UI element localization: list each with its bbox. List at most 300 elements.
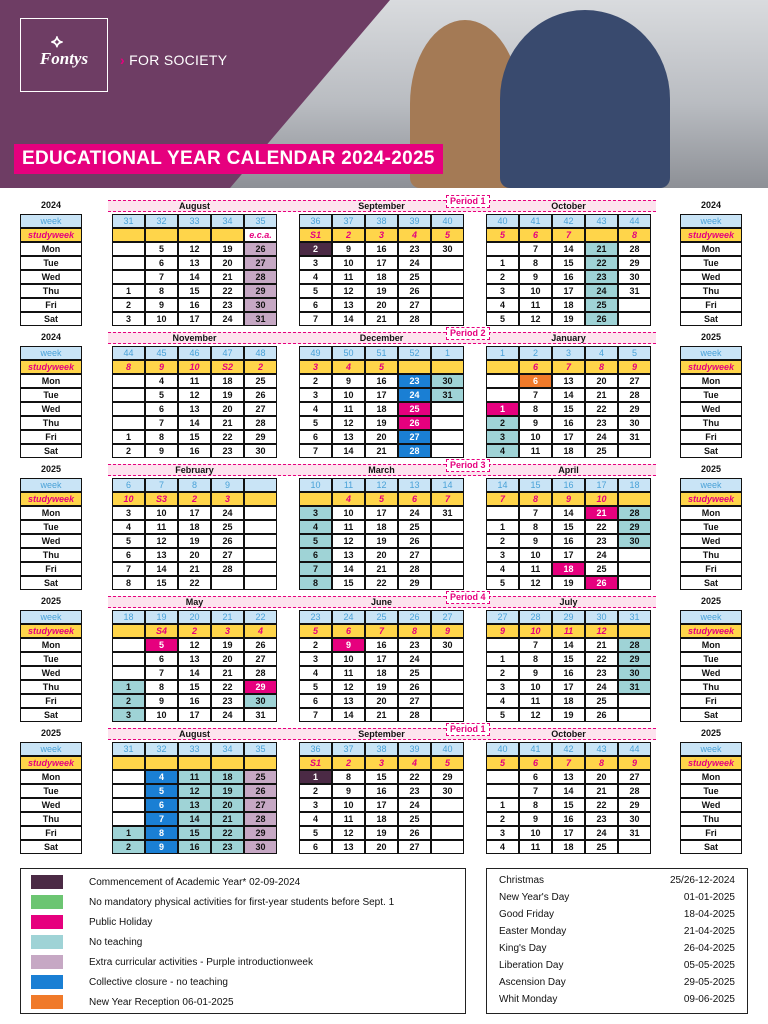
day-cell: 27 (398, 298, 431, 312)
day-cell: 16 (365, 242, 398, 256)
day-cell: 14 (332, 708, 365, 722)
day-cell: 6 (145, 256, 178, 270)
day-cell: 31 (244, 708, 277, 722)
week-number: 44 (112, 346, 145, 360)
week-number: 36 (299, 742, 332, 756)
day-cell: 27 (618, 770, 651, 784)
week-number: 45 (145, 346, 178, 360)
day-cell: 23 (585, 534, 618, 548)
day-cell: 10 (519, 680, 552, 694)
day-cell: 14 (552, 638, 585, 652)
studyweek-number (112, 756, 145, 770)
studyweek-number: 9 (618, 756, 651, 770)
day-cell (431, 576, 464, 590)
day-label: Sat (680, 708, 742, 722)
day-cell: 24 (398, 506, 431, 520)
week-number: 18 (618, 478, 651, 492)
studyweek-label: studyweek (20, 228, 82, 242)
day-cell (431, 562, 464, 576)
day-cell (618, 694, 651, 708)
day-label: Wed (20, 270, 82, 284)
month-label: August (179, 729, 210, 739)
day-cell: 19 (211, 242, 244, 256)
day-label: Sat (680, 840, 742, 854)
studyweek-number: 5 (299, 624, 332, 638)
day-cell: 29 (398, 576, 431, 590)
period-label: Period 4 (446, 591, 490, 604)
day-cell: 3 (486, 680, 519, 694)
day-cell: 1 (486, 652, 519, 666)
week-number: 38 (365, 214, 398, 228)
month-label: April (558, 465, 579, 475)
day-cell: 3 (299, 652, 332, 666)
studyweek-label: studyweek (680, 360, 742, 374)
holiday-row (499, 960, 735, 971)
legend-item (31, 955, 313, 969)
day-cell: 6 (145, 652, 178, 666)
studyweek-number: 6 (519, 228, 552, 242)
day-cell: 2 (299, 784, 332, 798)
day-cell (431, 840, 464, 854)
day-cell: 4 (486, 562, 519, 576)
holiday-list (486, 868, 748, 1014)
holiday-row (499, 909, 735, 920)
day-cell: 14 (332, 562, 365, 576)
day-cell: 30 (431, 242, 464, 256)
day-cell: 8 (519, 798, 552, 812)
studyweek-number: 7 (431, 492, 464, 506)
day-cell: 2 (112, 444, 145, 458)
day-cell: 19 (365, 284, 398, 298)
day-cell (244, 576, 277, 590)
day-cell: 15 (178, 680, 211, 694)
day-cell: 5 (299, 284, 332, 298)
week-label: week (20, 346, 82, 360)
day-cell: 7 (299, 562, 332, 576)
day-label: Tue (20, 256, 82, 270)
day-label: Thu (680, 812, 742, 826)
day-cell: 19 (178, 534, 211, 548)
day-cell: 12 (332, 534, 365, 548)
holiday-name: Easter Monday (499, 926, 567, 937)
day-cell: 19 (365, 534, 398, 548)
day-cell: 24 (585, 284, 618, 298)
day-cell (244, 520, 277, 534)
legend-label: New Year Reception 06-01-2025 (89, 996, 234, 1008)
month-label: March (368, 465, 395, 475)
day-cell: 6 (299, 298, 332, 312)
legend-label: Commencement of Academic Year* 02-09-2024 (89, 876, 301, 888)
day-cell: 1 (486, 402, 519, 416)
studyweek-number (112, 624, 145, 638)
day-cell: 4 (145, 770, 178, 784)
studyweek-number (178, 228, 211, 242)
period-label: Period 2 (446, 327, 490, 340)
week-number: 40 (431, 214, 464, 228)
day-cell: 13 (332, 548, 365, 562)
day-cell: 26 (244, 638, 277, 652)
day-cell: 21 (211, 812, 244, 826)
studyweek-number: 5 (365, 360, 398, 374)
day-cell: 6 (145, 798, 178, 812)
day-cell: 7 (145, 416, 178, 430)
day-cell (486, 770, 519, 784)
week-number: 6 (112, 478, 145, 492)
day-cell (244, 548, 277, 562)
day-cell: 27 (244, 402, 277, 416)
day-cell: 12 (178, 784, 211, 798)
day-cell: 8 (145, 680, 178, 694)
day-label: Wed (680, 534, 742, 548)
day-cell: 6 (519, 770, 552, 784)
week-number: 24 (332, 610, 365, 624)
period-label: Period 3 (446, 459, 490, 472)
day-cell: 3 (112, 506, 145, 520)
day-cell (486, 388, 519, 402)
day-cell: 17 (365, 256, 398, 270)
day-label: Thu (680, 680, 742, 694)
day-cell: 13 (332, 840, 365, 854)
week-number: 32 (145, 742, 178, 756)
day-cell: 26 (244, 388, 277, 402)
day-cell: 28 (618, 506, 651, 520)
day-cell: 19 (552, 708, 585, 722)
day-cell: 10 (145, 506, 178, 520)
day-cell: 24 (585, 548, 618, 562)
day-cell: 6 (299, 430, 332, 444)
week-number: 23 (299, 610, 332, 624)
day-cell (486, 242, 519, 256)
studyweek-label: studyweek (680, 228, 742, 242)
day-cell: 2 (112, 298, 145, 312)
day-cell: 1 (486, 798, 519, 812)
week-number: 41 (519, 742, 552, 756)
studyweek-number: 2 (332, 756, 365, 770)
day-cell: 12 (332, 826, 365, 840)
studyweek-number (486, 360, 519, 374)
day-cell: 16 (178, 694, 211, 708)
studyweek-label: studyweek (680, 492, 742, 506)
day-label: Fri (680, 298, 742, 312)
week-number: 52 (398, 346, 431, 360)
day-cell: 22 (365, 576, 398, 590)
studyweek-number: 5 (431, 756, 464, 770)
legend-swatch (31, 895, 63, 909)
day-cell: 15 (178, 284, 211, 298)
day-cell: 3 (299, 388, 332, 402)
day-cell: 13 (145, 548, 178, 562)
day-cell: 29 (244, 680, 277, 694)
legend-label: No mandatory physical activities for first-year students before Sept. 1 (89, 896, 395, 908)
studyweek-label: studyweek (20, 492, 82, 506)
week-number: 28 (519, 610, 552, 624)
day-cell: 28 (398, 444, 431, 458)
week-number: 35 (244, 214, 277, 228)
studyweek-number (145, 756, 178, 770)
day-cell: 13 (552, 374, 585, 388)
legend-label: Public Holiday (89, 916, 153, 928)
week-number: 15 (519, 478, 552, 492)
day-label: Tue (680, 388, 742, 402)
day-cell: 9 (519, 812, 552, 826)
day-cell: 23 (398, 638, 431, 652)
day-cell: 4 (112, 520, 145, 534)
day-cell (112, 770, 145, 784)
day-cell: 7 (299, 708, 332, 722)
day-cell: 20 (211, 402, 244, 416)
day-cell (431, 666, 464, 680)
week-number: 37 (332, 214, 365, 228)
day-cell: 29 (431, 770, 464, 784)
day-cell: 20 (211, 652, 244, 666)
day-label: Mon (20, 242, 82, 256)
day-cell: 30 (618, 416, 651, 430)
holiday-name: Good Friday (499, 909, 555, 920)
studyweek-number: 3 (365, 228, 398, 242)
week-number: 33 (178, 214, 211, 228)
day-cell: 14 (178, 416, 211, 430)
week-number (244, 478, 277, 492)
day-cell: 25 (585, 444, 618, 458)
studyweek-number: 7 (552, 228, 585, 242)
day-cell: 9 (145, 298, 178, 312)
day-cell (431, 520, 464, 534)
day-cell: 31 (618, 826, 651, 840)
day-cell: 28 (244, 666, 277, 680)
week-number: 33 (178, 742, 211, 756)
day-cell: 24 (585, 680, 618, 694)
day-cell: 23 (585, 416, 618, 430)
day-cell (618, 708, 651, 722)
legend-item (31, 995, 234, 1009)
day-cell: 9 (519, 534, 552, 548)
day-cell: 5 (112, 534, 145, 548)
day-cell: 11 (519, 694, 552, 708)
week-number: 17 (585, 478, 618, 492)
fontys-logo[interactable]: ⟡ Fontys (20, 18, 108, 92)
month-label: June (370, 597, 392, 607)
day-cell: 7 (519, 242, 552, 256)
month-label: February (175, 465, 214, 475)
day-cell: 28 (398, 312, 431, 326)
day-cell: 1 (112, 826, 145, 840)
day-cell: 13 (332, 694, 365, 708)
day-cell: 30 (618, 666, 651, 680)
day-cell: 28 (211, 562, 244, 576)
week-number: 4 (585, 346, 618, 360)
day-cell: 17 (552, 680, 585, 694)
day-cell: 15 (552, 520, 585, 534)
day-cell (431, 312, 464, 326)
day-cell: 12 (332, 416, 365, 430)
day-cell: 15 (552, 402, 585, 416)
day-cell: 11 (145, 520, 178, 534)
day-cell: 16 (552, 666, 585, 680)
day-cell: 3 (486, 284, 519, 298)
day-cell: 30 (618, 812, 651, 826)
day-label: Fri (20, 298, 82, 312)
studyweek-number: 6 (398, 492, 431, 506)
day-cell: 4 (486, 298, 519, 312)
day-cell: 21 (365, 444, 398, 458)
holiday-date: 18-04-2025 (683, 909, 735, 920)
week-number: 13 (398, 478, 431, 492)
week-number: 29 (552, 610, 585, 624)
day-cell: 30 (244, 298, 277, 312)
day-cell: 8 (332, 770, 365, 784)
day-cell: 17 (552, 430, 585, 444)
day-label: Thu (20, 680, 82, 694)
week-number: 42 (552, 742, 585, 756)
day-cell: 10 (332, 506, 365, 520)
day-label: Fri (20, 562, 82, 576)
day-cell: 8 (112, 576, 145, 590)
day-cell: 11 (178, 770, 211, 784)
week-number: 40 (486, 214, 519, 228)
holiday-row (499, 926, 735, 937)
day-cell (431, 284, 464, 298)
week-number: 47 (211, 346, 244, 360)
week-number: 19 (145, 610, 178, 624)
day-cell: 14 (332, 444, 365, 458)
day-cell: 16 (178, 298, 211, 312)
day-cell (431, 680, 464, 694)
studyweek-number: 9 (618, 360, 651, 374)
day-label: Fri (20, 430, 82, 444)
day-cell: 28 (244, 416, 277, 430)
day-cell: 7 (145, 270, 178, 284)
studyweek-number (585, 228, 618, 242)
chevron-right-icon: › (120, 52, 125, 68)
day-label: Thu (680, 416, 742, 430)
calendar-block (20, 462, 748, 590)
day-cell: 12 (519, 708, 552, 722)
day-cell: 20 (365, 840, 398, 854)
day-cell: 9 (145, 840, 178, 854)
day-cell: 22 (178, 576, 211, 590)
holiday-row (499, 977, 735, 988)
day-cell: 10 (519, 826, 552, 840)
day-label: Thu (20, 416, 82, 430)
holiday-row (499, 994, 735, 1005)
week-number: 42 (552, 214, 585, 228)
day-cell: 30 (431, 638, 464, 652)
day-cell (112, 638, 145, 652)
day-cell: 1 (299, 770, 332, 784)
day-label: Tue (20, 520, 82, 534)
studyweek-number: 12 (585, 624, 618, 638)
day-cell: 5 (145, 638, 178, 652)
day-cell: 29 (618, 402, 651, 416)
day-cell: 14 (552, 506, 585, 520)
week-number: 32 (145, 214, 178, 228)
studyweek-number: 4 (244, 624, 277, 638)
day-cell: 23 (398, 242, 431, 256)
day-cell: 6 (299, 840, 332, 854)
day-cell: 7 (112, 562, 145, 576)
day-cell (244, 506, 277, 520)
day-cell: 21 (585, 242, 618, 256)
day-cell: 15 (552, 798, 585, 812)
day-cell: 27 (398, 840, 431, 854)
legend-item (31, 875, 300, 889)
day-label: Thu (20, 812, 82, 826)
day-cell: 25 (398, 812, 431, 826)
day-cell: 7 (519, 506, 552, 520)
day-cell: 30 (618, 534, 651, 548)
day-cell: 6 (145, 402, 178, 416)
day-cell: 24 (398, 256, 431, 270)
week-number: 43 (585, 214, 618, 228)
day-label: Mon (680, 770, 742, 784)
week-label: week (680, 346, 742, 360)
day-cell: 30 (244, 444, 277, 458)
day-cell: 20 (365, 430, 398, 444)
studyweek-number: 6 (519, 756, 552, 770)
day-cell: 17 (365, 388, 398, 402)
week-number: 36 (299, 214, 332, 228)
day-cell: 12 (519, 312, 552, 326)
holiday-row (499, 892, 735, 903)
day-cell (431, 270, 464, 284)
day-cell: 2 (299, 242, 332, 256)
studyweek-number: 2 (244, 360, 277, 374)
year-label: 2025 (40, 728, 62, 738)
day-cell: 18 (552, 562, 585, 576)
day-cell: 15 (332, 576, 365, 590)
day-cell: 11 (519, 840, 552, 854)
day-cell: 23 (585, 666, 618, 680)
legend-swatch (31, 955, 63, 969)
day-cell: 4 (299, 270, 332, 284)
day-cell (431, 694, 464, 708)
day-cell: 16 (552, 270, 585, 284)
day-cell: 29 (244, 430, 277, 444)
legend-item (31, 915, 152, 929)
legend-item (31, 935, 142, 949)
week-number: 46 (178, 346, 211, 360)
day-cell: 8 (145, 430, 178, 444)
week-number: 48 (244, 346, 277, 360)
week-number: 35 (244, 742, 277, 756)
week-number: 3 (552, 346, 585, 360)
day-cell: 21 (585, 506, 618, 520)
holiday-row (499, 875, 735, 886)
day-cell: 21 (585, 784, 618, 798)
year-label: 2024 (40, 332, 62, 342)
day-cell: 16 (178, 444, 211, 458)
day-cell: 2 (486, 666, 519, 680)
week-label: week (680, 742, 742, 756)
year-label: 2025 (40, 464, 62, 474)
day-cell: 19 (365, 826, 398, 840)
day-label: Sat (20, 576, 82, 590)
studyweek-number: S4 (145, 624, 178, 638)
day-cell (486, 784, 519, 798)
day-cell (431, 444, 464, 458)
student-photo-right (500, 10, 670, 188)
day-cell (486, 638, 519, 652)
day-label: Wed (20, 798, 82, 812)
day-label: Wed (20, 402, 82, 416)
day-cell: 12 (145, 534, 178, 548)
day-cell: 9 (332, 638, 365, 652)
day-cell: 31 (618, 680, 651, 694)
studyweek-number: 8 (585, 360, 618, 374)
day-cell: 13 (178, 652, 211, 666)
day-cell: 9 (145, 444, 178, 458)
day-cell: 17 (552, 548, 585, 562)
